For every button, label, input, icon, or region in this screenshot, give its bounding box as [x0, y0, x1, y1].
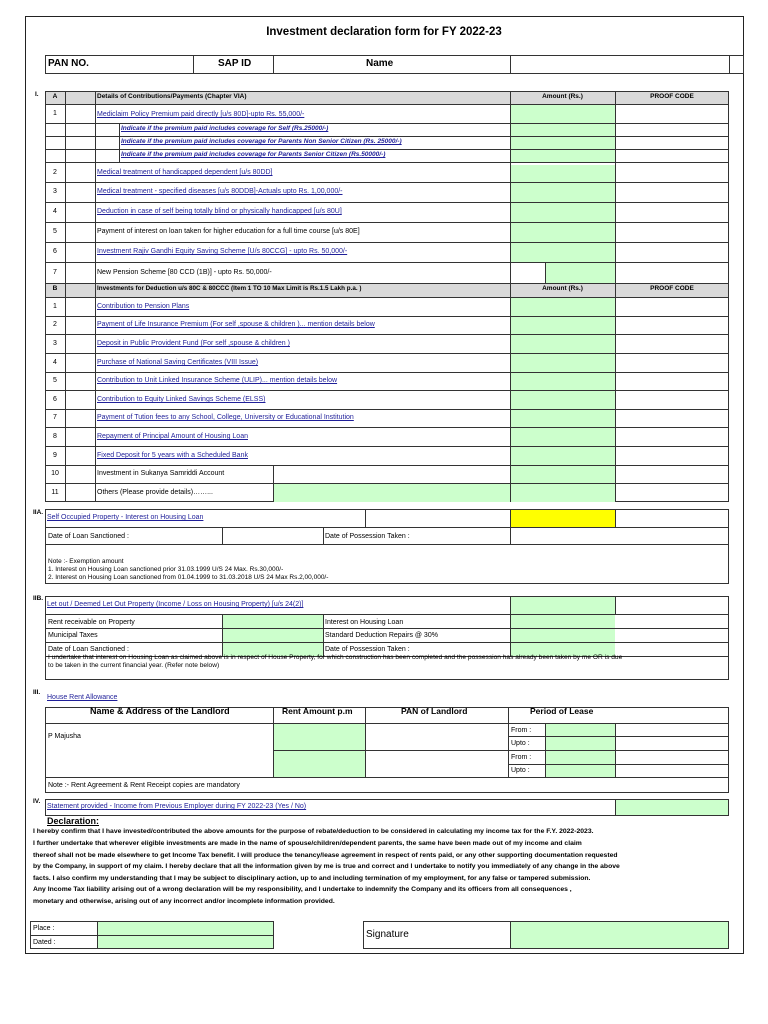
section-a-item-label: Deduction in case of self being totally blind or physically handicapped [u/s 80U]	[97, 208, 342, 215]
row-divider	[45, 162, 729, 163]
iib-title: Let out / Deemed Let Out Property (Income / Loss on Housing Property) [u/s 24(2)]	[47, 601, 304, 608]
hra-rent-input-2[interactable]	[274, 751, 365, 777]
dated-label: Dated :	[33, 939, 56, 946]
section-a-amount-header: Amount (Rs.)	[542, 93, 583, 100]
iib-rent-input[interactable]	[223, 615, 323, 628]
iia-possession-date-input[interactable]	[511, 528, 728, 543]
hra-upto-input-1[interactable]	[546, 737, 615, 750]
section-a-amount-input[interactable]	[511, 223, 615, 242]
section-b-proof-input[interactable]	[616, 428, 729, 446]
section-a-item-label: New Pension Scheme [80 CCD (1B)] - upto Rs. 50,000/-	[97, 269, 272, 276]
section-b-item-label: Fixed Deposit for 5 years with a Scheduled Bank	[97, 452, 248, 459]
hra-col-landlord: Name & Address of the Landlord	[90, 706, 230, 716]
section-b-item-label: Purchase of National Saving Certificates (VIII Issue)	[97, 359, 259, 366]
row-number: 3	[53, 340, 57, 347]
declaration-line: by the Company, in support of my claim. I hereby declare that all the information given by me is true and correct and I undertake to notify you immediately of any change in the above	[33, 863, 620, 870]
section-a-code: A	[52, 93, 58, 100]
declaration-line: monetary and otherwise, arising out of any incorrect and/or incomplete information provided.	[33, 898, 335, 905]
row-number: 2	[53, 321, 57, 328]
iib-possession-date-label: Date of Possession Taken :	[325, 646, 410, 653]
iia-note-1: 1. Interest on Housing Loan sanctioned prior 31.03.1999 U/S 24 Max. Rs.30,000/-	[48, 566, 284, 573]
hra-from-input-2[interactable]	[546, 751, 615, 764]
previous-employer-label: Statement provided - Income from Previous Employer during FY 2022-23 (Yes / No)	[47, 803, 307, 810]
section-iib-roman: IIB.	[33, 595, 44, 602]
section-a-item-label: Medical treatment of handicapped dependent [u/s 80DD]	[97, 169, 273, 176]
section-a-sub-input[interactable]	[511, 150, 615, 162]
row-number: 2	[53, 169, 57, 176]
section-b-item-label: Contribution to Pension Plans	[97, 303, 190, 310]
iib-interest-label: Interest on Housing Loan	[325, 619, 404, 626]
iib-undertaking-2: to be taken in the current financial year. (Refer note below)	[48, 662, 220, 669]
iia-title: Self Occupied Property - Interest on Housing Loan	[47, 514, 204, 521]
iib-undertaking-1: I undertake that interest on Housing Loan as claimed above is in respect of House Property, for which construction has been completed and the possession has already been taken by me OR is due	[48, 654, 623, 661]
iia-note-2: 2. Interest on Housing Loan sanctioned from 01.04.1999 to 31.03.2018 U/S 24 Max Rs.2,00,000/-	[48, 574, 329, 581]
section-a-amount-input[interactable]	[511, 165, 615, 182]
section-iv-roman: IV.	[33, 798, 41, 805]
iia-possession-date-label: Date of Possession Taken :	[325, 533, 410, 540]
section-b-amount-input[interactable]	[511, 447, 615, 465]
row-number: 8	[53, 433, 57, 440]
section-b-amount-input[interactable]	[511, 317, 615, 334]
section-a-item-label: Investment Rajiv Gandhi Equity Saving Scheme [U/s 80CCG] - upto Rs. 50,000/-	[97, 248, 348, 255]
hra-col-rent: Rent Amount p.m	[282, 706, 353, 716]
iib-rent-label: Rent receivable on Property	[48, 619, 135, 626]
hra-from-label-2: From :	[511, 754, 532, 761]
iib-taxes-label: Municipal Taxes	[48, 632, 98, 639]
section-b-item-label: Contribution to Equity Linked Savings Scheme (ELSS)	[97, 396, 266, 403]
row-number: 5	[53, 228, 57, 235]
iib-total-input[interactable]	[511, 597, 615, 614]
signature-label: Signature	[366, 929, 409, 940]
iib-repairs-label: Standard Deduction Repairs @ 30%	[325, 632, 438, 639]
section-a-amount-input[interactable]	[511, 183, 615, 202]
section-a-item-label: Payment of interest on loan taken for higher education for a full time course [u/s 80E]	[97, 228, 360, 235]
section-b-amount-input[interactable]	[511, 466, 615, 483]
section-b-item-label: Investment in Sukanya Samriddi Account	[97, 470, 225, 477]
section-a-sub-label: Indicate if the premium paid includes coverage for Parents Non Senior Citizen (Rs. 25000/-)	[121, 138, 402, 145]
iib-interest-input[interactable]	[511, 615, 615, 628]
name-input[interactable]	[511, 56, 728, 73]
iia-loan-date-label: Date of Loan Sanctioned :	[48, 533, 129, 540]
name-label: Name	[366, 58, 394, 69]
row-number: 10	[51, 470, 59, 477]
row-number: 3	[53, 188, 57, 195]
declaration-line: I further undertake that wherever eligible investments are made in the name of spouse/children/dependent parents, the same have been made out of my income and claim	[33, 840, 582, 847]
row-number: 4	[53, 359, 57, 366]
section-b-proof-input[interactable]	[616, 466, 729, 483]
declaration-line: I hereby confirm that I have invested/contributed the above amounts for the purpose of rebate/deduction to be considered in calculating my income tax for the F.Y. 2022-2023.	[33, 828, 594, 835]
row-number: 7	[53, 414, 57, 421]
section-b-heading: Investments for Deduction u/s 80C & 80CCC (Item 1 TO 10 Max Limit is Rs.1.5 Lakh p.a. )	[97, 285, 362, 292]
col-divider	[95, 91, 96, 285]
section-b-amount-input[interactable]	[511, 428, 615, 446]
hra-from-input-1[interactable]	[546, 724, 615, 736]
section-b-amount-input[interactable]	[511, 391, 615, 409]
section-b-code: B	[52, 285, 58, 292]
section-iia-roman: IIA.	[33, 509, 44, 516]
section-b-amount-input[interactable]	[511, 298, 615, 316]
row-number: 11	[51, 489, 59, 496]
previous-employer-input[interactable]	[616, 800, 728, 815]
dated-input[interactable]	[98, 936, 273, 948]
section-a-amount-input[interactable]	[511, 203, 615, 222]
row-number: 4	[53, 208, 57, 215]
place-label: Place :	[33, 925, 55, 932]
section-iii-roman: III.	[33, 689, 41, 696]
row-number: 6	[53, 248, 57, 255]
section-a-proof-input[interactable]	[616, 165, 729, 182]
section-b-proof-input[interactable]	[616, 447, 729, 465]
row-number: 9	[53, 452, 57, 459]
section-a-proof-header: PROOF CODE	[650, 93, 694, 100]
declaration-line: thereof shall not be made elsewhere to get Income Tax benefit. I will produce the tenancy/lease agreement in respect of rents paid, or any other supporting documentation requested	[33, 852, 618, 859]
col-divider	[273, 465, 274, 483]
signature-input[interactable]	[511, 922, 728, 948]
section-i-roman: I.	[35, 91, 39, 98]
hra-col-pan: PAN of Landlord	[401, 706, 468, 716]
section-a-sub-label: Indicate if the premium paid includes coverage for Parents Senior Citizen (Rs.50000/-)	[121, 151, 386, 158]
section-b-item-label: Payment of Life Insurance Premium (For self ,spouse & children )... mention details below	[97, 321, 375, 328]
section-a-item-label: Medical treatment - specified diseases [u/s 80DDB]-Actuals upto Rs. 1,00,000/-	[97, 188, 343, 195]
section-b-item-label: Payment of Tution fees to any School, College, University or Educational Institution	[97, 414, 354, 421]
section-b-proof-input[interactable]	[616, 335, 729, 353]
declaration-line: Any Income Tax liability arising out of a wrong declaration will be my responsibility, and I undertake to indemnify the Company and its officers from all consequences ,	[33, 886, 572, 893]
hra-title: House Rent Allowance	[47, 694, 118, 701]
hra-col-period: Period of Lease	[530, 706, 594, 716]
section-a-proof-input[interactable]	[616, 223, 729, 242]
iib-taxes-input[interactable]	[223, 629, 323, 642]
hra-rent-input-1[interactable]	[274, 724, 365, 750]
section-b-proof-input[interactable]	[616, 373, 729, 390]
row-number: 7	[53, 269, 57, 276]
hra-landlord-name: P Majusha	[48, 733, 81, 740]
section-a-sub-label: Indicate if the premium paid includes coverage for Self (Rs.25000/-)	[121, 125, 329, 132]
section-a-proof-input[interactable]	[616, 203, 729, 222]
section-a-proof-input[interactable]	[616, 105, 729, 123]
section-a-amount-input[interactable]	[546, 263, 615, 283]
section-a-amount-input[interactable]	[511, 243, 615, 262]
section-b-details-input[interactable]	[274, 484, 510, 502]
iib-loan-date-label: Date of Loan Sanctioned :	[48, 646, 129, 653]
section-b-item-label: Contribution to Unit Linked Insurance Scheme (ULIP)... mention details below	[97, 377, 338, 384]
row-divider	[45, 149, 729, 150]
iib-repairs-input[interactable]	[511, 629, 615, 642]
section-b-amount-input[interactable]	[511, 354, 615, 372]
row-number: 6	[53, 396, 57, 403]
form-title: Investment declaration form for FY 2022-23	[266, 26, 502, 38]
iia-amount-input[interactable]	[511, 510, 615, 527]
sub-divider	[119, 123, 510, 124]
section-b-item-label: Others (Please provide details)……...	[97, 489, 213, 496]
section-a-amount-input[interactable]	[511, 105, 615, 123]
section-b-amount-input[interactable]	[511, 484, 615, 502]
pan-input[interactable]	[94, 56, 192, 73]
row-divider	[45, 136, 729, 137]
hra-upto-label-1: Upto :	[511, 740, 530, 747]
iia-loan-date-input[interactable]	[223, 528, 322, 543]
col-divider	[65, 91, 66, 285]
sub-divider	[119, 123, 120, 162]
section-b-proof-input[interactable]	[616, 354, 729, 372]
declaration-heading: Declaration:	[47, 816, 100, 826]
section-b-amount-input[interactable]	[511, 335, 615, 353]
section-b-proof-input[interactable]	[616, 391, 729, 409]
iia-note-heading: Note :- Exemption amount	[48, 558, 124, 565]
section-b-amount-input[interactable]	[511, 373, 615, 390]
hra-upto-input-2[interactable]	[546, 765, 615, 777]
section-b-proof-input[interactable]	[616, 317, 729, 334]
section-b-amount-header: Amount (Rs.)	[542, 285, 583, 292]
section-a-proof-input[interactable]	[616, 243, 729, 262]
section-b-item-label: Deposit in Public Provident Fund (For self ,spouse & children )	[97, 340, 290, 347]
row-number: 1	[53, 303, 57, 310]
sap-id-input[interactable]	[274, 56, 364, 73]
declaration-line: facts. I also confirm my understanding that I may be subject to disciplinary action, up to and including termination of my employment, for any false or tampered submission.	[33, 875, 591, 882]
row-number: 5	[53, 377, 57, 384]
section-a-proof-input[interactable]	[616, 263, 729, 283]
section-a-sub-input[interactable]	[511, 137, 615, 149]
section-b-proof-input[interactable]	[616, 298, 729, 316]
section-b-proof-header: PROOF CODE	[650, 285, 694, 292]
row-number: 1	[53, 110, 57, 117]
place-input[interactable]	[98, 922, 273, 935]
sap-id-label: SAP ID	[218, 58, 252, 69]
hra-note: Note :- Rent Agreement & Rent Receipt copies are mandatory	[48, 782, 240, 789]
section-b-amount-input[interactable]	[511, 410, 615, 427]
section-a-sub-input[interactable]	[511, 124, 615, 136]
hra-from-label-1: From :	[511, 727, 532, 734]
pan-label: PAN NO.	[48, 58, 89, 69]
section-a-item-label: Mediclaim Policy Premium paid directly [u/s 80D]-upto Rs. 55,000/-	[97, 111, 305, 118]
section-a-proof-input[interactable]	[616, 183, 729, 202]
section-b-proof-input[interactable]	[616, 484, 729, 502]
section-b-proof-input[interactable]	[616, 410, 729, 427]
hra-upto-label-2: Upto :	[511, 767, 530, 774]
section-a-heading: Details of Contributions/Payments (Chapter VIA)	[97, 93, 247, 100]
section-b-item-label: Repayment of Principal Amount of Housing Loan	[97, 433, 248, 440]
